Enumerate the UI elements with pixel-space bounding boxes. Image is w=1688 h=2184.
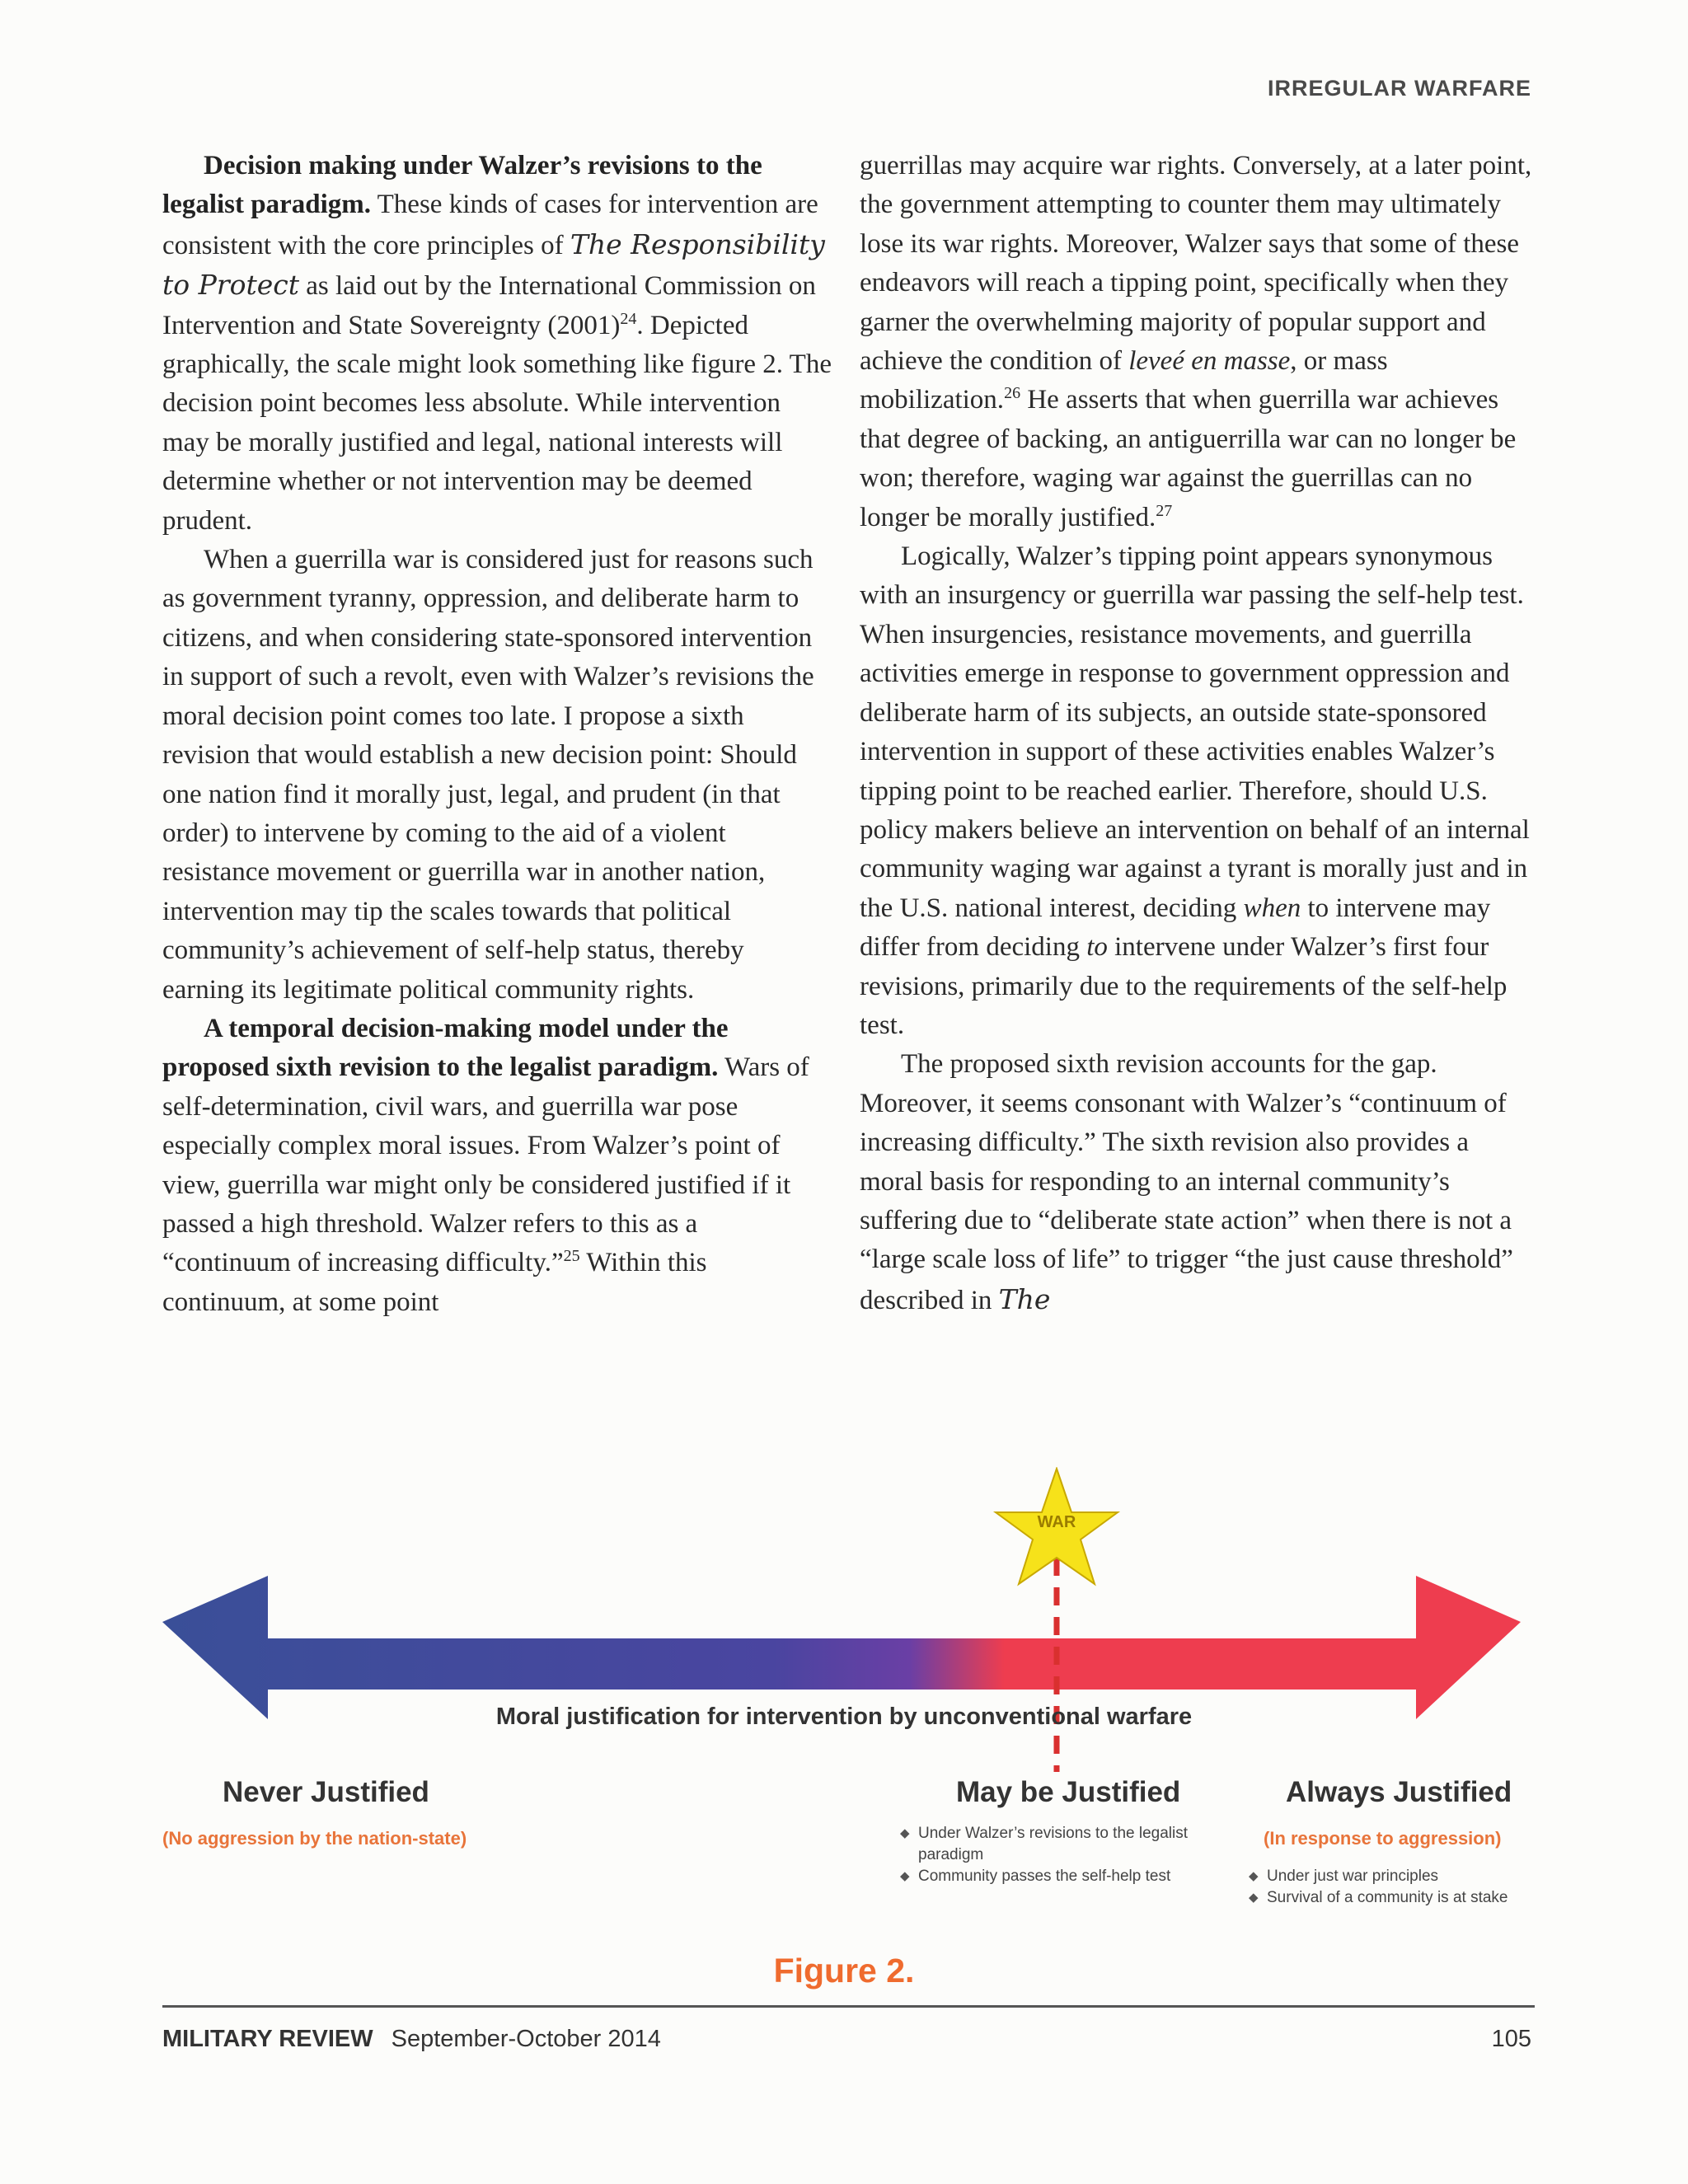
paragraph bbox=[162, 1010, 832, 1322]
paragraph bbox=[860, 537, 1536, 1045]
category-never-justified-subtitle: (No aggression by the nation-state) bbox=[162, 1828, 467, 1849]
text: . Depicted graphically, the scale might look something like figure 2. The decision point becomes less absolute. While intervention may be morally justified and legal, national interests will determine whether or not intervention may be deemed prudent. bbox=[162, 310, 832, 536]
paragraph-lead: A temporal decision-making model under the proposed sixth revision to the legalist paradigm. bbox=[162, 1013, 729, 1083]
war-star-label: WAR bbox=[1037, 1513, 1076, 1531]
text: Wars of self-determination, civil wars, and guerrilla war pose especially complex moral issues. From Walzer’s point of view, guerrilla war might only be considered justified if it passed a high threshold. Walzer refers to this as a “continuum of increasing difficulty.” bbox=[162, 1052, 809, 1278]
left-column bbox=[162, 147, 832, 1322]
figure-caption: Figure 2. bbox=[773, 1952, 915, 1990]
emphasis: when bbox=[1243, 893, 1301, 923]
justification-scale bbox=[0, 1467, 1688, 1994]
paragraph bbox=[162, 147, 832, 541]
footnote-ref[interactable]: 27 bbox=[1156, 501, 1173, 520]
emphasis: leveé en masse bbox=[1128, 346, 1291, 377]
category-may-be-justified-title: May be Justified bbox=[956, 1776, 1181, 1808]
text: Within this continuum, at some point bbox=[162, 1248, 707, 1317]
page-number: 105 bbox=[1491, 2026, 1531, 2052]
category-always-justified-subtitle: (In response to aggression) bbox=[1264, 1828, 1502, 1849]
footnote-ref[interactable]: 24 bbox=[620, 309, 637, 328]
text: He asserts that when guerrilla war achieves that degree of backing, an antiguerrilla war can no longer be won; therefore, waging war against the guerrillas can no longer be morally justified. bbox=[860, 385, 1517, 532]
category-always-justified-title: Always Justified bbox=[1286, 1776, 1512, 1808]
list-item: ◆ Survival of a community is at stake bbox=[1249, 1887, 1545, 1909]
footer-divider bbox=[162, 2005, 1535, 2008]
axis-label: Moral justification for intervention by unconventional warfare bbox=[495, 1704, 1193, 1730]
right-column bbox=[860, 147, 1536, 1320]
list-item: ◆ Under just war principles bbox=[1249, 1866, 1545, 1887]
always-justified-criteria bbox=[1249, 1866, 1545, 1909]
text: The proposed sixth revision accounts for the gap. Moreover, it seems consonant with Walzer’s “continuum of increasing difficulty.” The sixth revision also provides a moral basis for responding to an internal community’s suffering due to “deliberate state action” when there is not a “large scale loss of life” to trigger “the just cause threshold” described in bbox=[860, 1049, 1513, 1315]
paragraph bbox=[860, 1045, 1536, 1320]
text: These kinds of cases for intervention are consistent with the core principles of bbox=[162, 190, 818, 260]
text: as laid out by the International Commission on Intervention and State Sovereignty (2001) bbox=[162, 271, 816, 340]
paragraph: When a guerrilla war is considered just for reasons such as government tyranny, oppression, and deliberate harm to citizens, and when considering state-sponsored intervention in support of such a revolt, even with Walzer’s revisions the moral decision point comes too late. I propose a sixth revision that would establish a new decision point: Should one nation find it morally just, legal, and prudent (in that order) to intervene by coming to the aid of a violent resistance movement or guerrilla war in another nation, intervention may tip the scales towards that political community’s achievement of self-help status, thereby earning its legitimate political community rights. bbox=[162, 545, 814, 1005]
figure-2 bbox=[0, 1467, 1688, 1994]
publication-title: The bbox=[998, 1282, 1051, 1315]
footnote-ref[interactable]: 25 bbox=[563, 1247, 580, 1266]
emphasis: to bbox=[1086, 932, 1108, 963]
text: to intervene may differ from deciding bbox=[860, 893, 1491, 963]
paragraph bbox=[860, 147, 1536, 537]
list-item: ◆ Under Walzer’s revisions to the legalist paradigm bbox=[900, 1823, 1213, 1866]
issue-date: September-October 2014 bbox=[391, 2026, 661, 2052]
list-item: ◆ Community passes the self-help test bbox=[900, 1866, 1213, 1887]
publication-title: The Responsibility to Protect bbox=[162, 227, 825, 302]
footer-publication bbox=[162, 2026, 661, 2053]
paragraph-lead: Decision making under Walzer’s revisions to the legalist paradigm. bbox=[162, 151, 762, 220]
may-be-justified-criteria bbox=[900, 1823, 1213, 1887]
text: Logically, Walzer’s tipping point appears synonymous with an insurgency or guerrilla war passing the self-help test. When insurgencies, resistance movements, and guerrilla activities emerge in response to government oppression and deliberate harm of its subjects, an outside state-sponsored intervention in support of these activities enables Walzer’s tipping point to be reached earlier. Therefore, should U.S. policy makers believe an intervention on behalf of an internal community waging war against a tyrant is morally just and in the U.S. national interest, deciding bbox=[860, 541, 1530, 923]
text: intervene under Walzer’s first four revisions, primarily due to the requirements of the self-help test. bbox=[860, 932, 1507, 1040]
magazine-name: MILITARY REVIEW bbox=[162, 2026, 373, 2052]
category-never-justified-title: Never Justified bbox=[223, 1776, 429, 1808]
footnote-ref[interactable]: 26 bbox=[1004, 384, 1021, 403]
text: guerrillas may acquire war rights. Conversely, at a later point, the government attempting to counter them may ultimately lose its war rights. Moreover, Walzer says that some of these endeavors will reach a tipping point, specifically when they garner the overwhelming majority of popular support and achieve the condition of bbox=[860, 151, 1532, 377]
running-head: IRREGULAR WARFARE bbox=[1268, 76, 1531, 101]
double-arrow bbox=[162, 1576, 1521, 1719]
text: , or mass mobilization. bbox=[860, 346, 1388, 415]
